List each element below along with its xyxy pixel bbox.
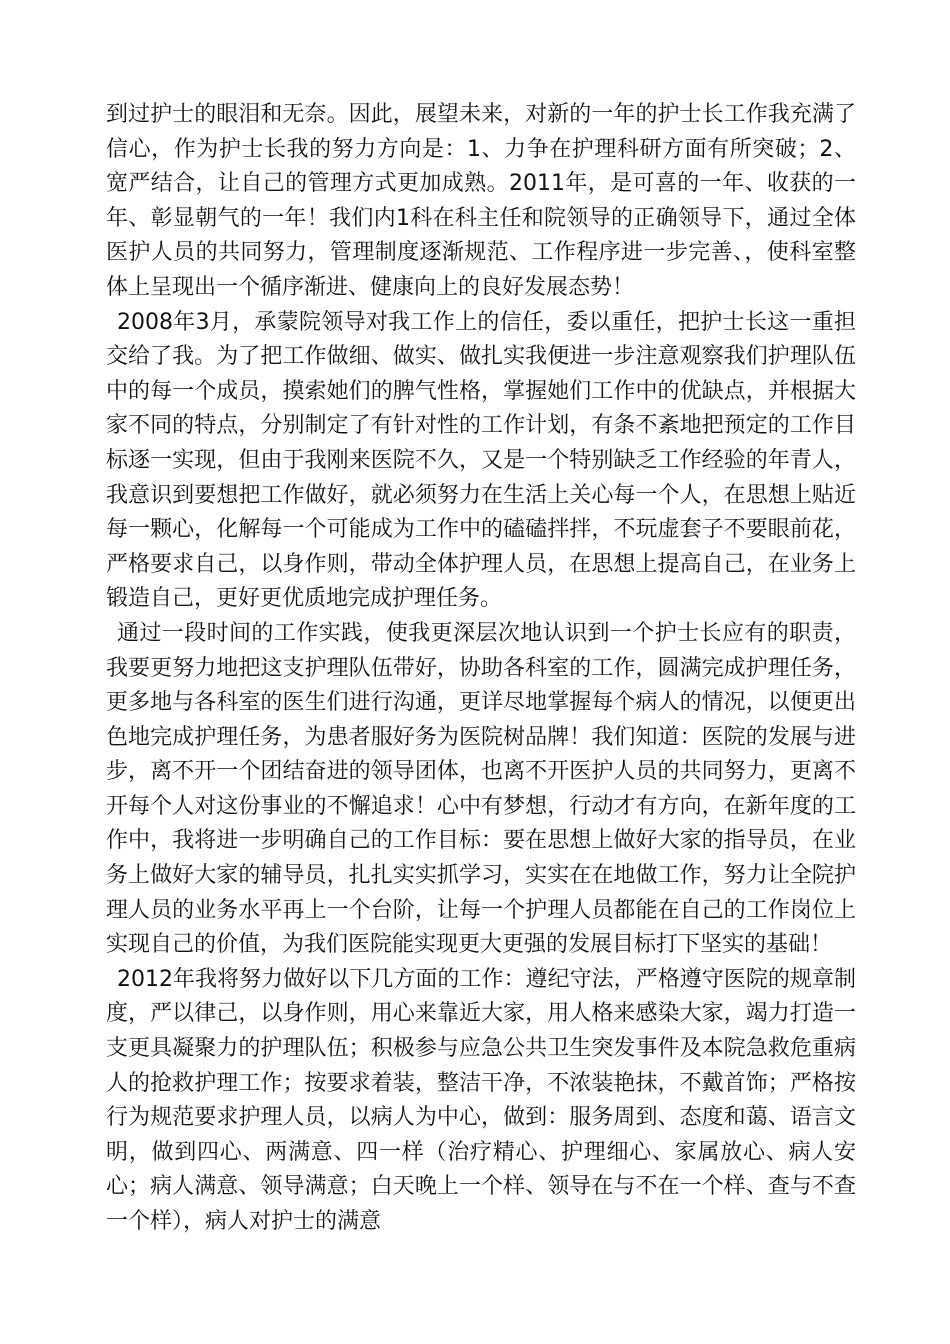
document-page <box>106 98 856 1240</box>
paragraph-4: 2012年我将努力做好以下几方面的工作：遵纪守法，严格遵守医院的规章制度，严以律己，以身作则，用心来靠近大家，用人格来感染大家，竭力打造一支更具凝聚力的护理队伍；积极参与应急公共卫生突发事件及本院急救危重病人的抢救护理工作；按要求着装，整洁干净，不浓装艳抹，不戴首饰；严格按行为规范要求护理人员，以病人为中心，做到：服务周到、态度和蔼、语言文明，做到四心、两满意、四一样（治疗精心、护理细心、家属放心、病人安心；病人满意、领导满意；白天晚上一个样、领导在与不在一个样、查与不查一个样），病人对护士的满意 <box>106 966 856 1234</box>
paragraph-2: 2008年3月，承蒙院领导对我工作上的信任，委以重任，把护士长这一重担交给了我。为了把工作做细、做实、做扎实我便进一步注意观察我们护理队伍中的每一个成员，摸索她们的脾气性格，掌握她们工作中的优缺点，并根据大家不同的特点，分别制定了有针对性的工作计划，有条不紊地把预定的工作目标逐一实现，但由于我刚来医院不久，又是一个特别缺乏工作经验的年青人，我意识到要想把工作做好，就必须努力在生活上关心每一个人，在思想上贴近每一颗心，化解每一个可能成为工作中的磕磕拌拌，不玩虚套子不要眼前花，严格要求自己，以身作则，带动全体护理人员，在思想上提高自己，在业务上锻造自己，更好更优质地完成护理任务。 <box>106 309 856 612</box>
paragraph-3: 通过一段时间的工作实践，使我更深层次地认识到一个护士长应有的职责，我要更努力地把这支护理队伍带好，协助各科室的工作，圆满完成护理任务，更多地与各科室的医生们进行沟通，更详尽地掌握每个病人的情况，以便更出色地完成护理任务，为患者服好务为医院树品牌！我们知道：医院的发展与进步，离不开一个团结奋进的领导团体，也离不开医护人员的共同努力，更离不开每个人对这份事业的不懈追求！心中有梦想，行动才有方向，在新年度的工作中，我将进一步明确自己的工作目标：要在思想上做好大家的指导员，在业务上做好大家的辅导员，扎扎实实抓学习，实实在在地做工作，努力让全院护理人员的业务水平再上一个台阶，让每一个护理人员都能在自己的工作岗位上实现自己的价值，为我们医院能实现更大更强的发展目标打下坚实的基础！ <box>106 620 856 958</box>
paragraph-1: 到过护士的眼泪和无奈。因此，展望未来，对新的一年的护士长工作我充满了信心，作为护士长我的努力方向是：1、力争在护理科研方面有所突破；2、宽严结合，让自己的管理方式更加成熟。2011年，是可喜的一年、收获的一年、彰显朝气的一年！我们内1科在科主任和院领导的正确领导下，通过全体医护人员的共同努力，管理制度逐渐规范、工作程序进一步完善、，使科室整体上呈现出一个循序渐进、健康向上的良好发展态势！ <box>106 102 856 300</box>
